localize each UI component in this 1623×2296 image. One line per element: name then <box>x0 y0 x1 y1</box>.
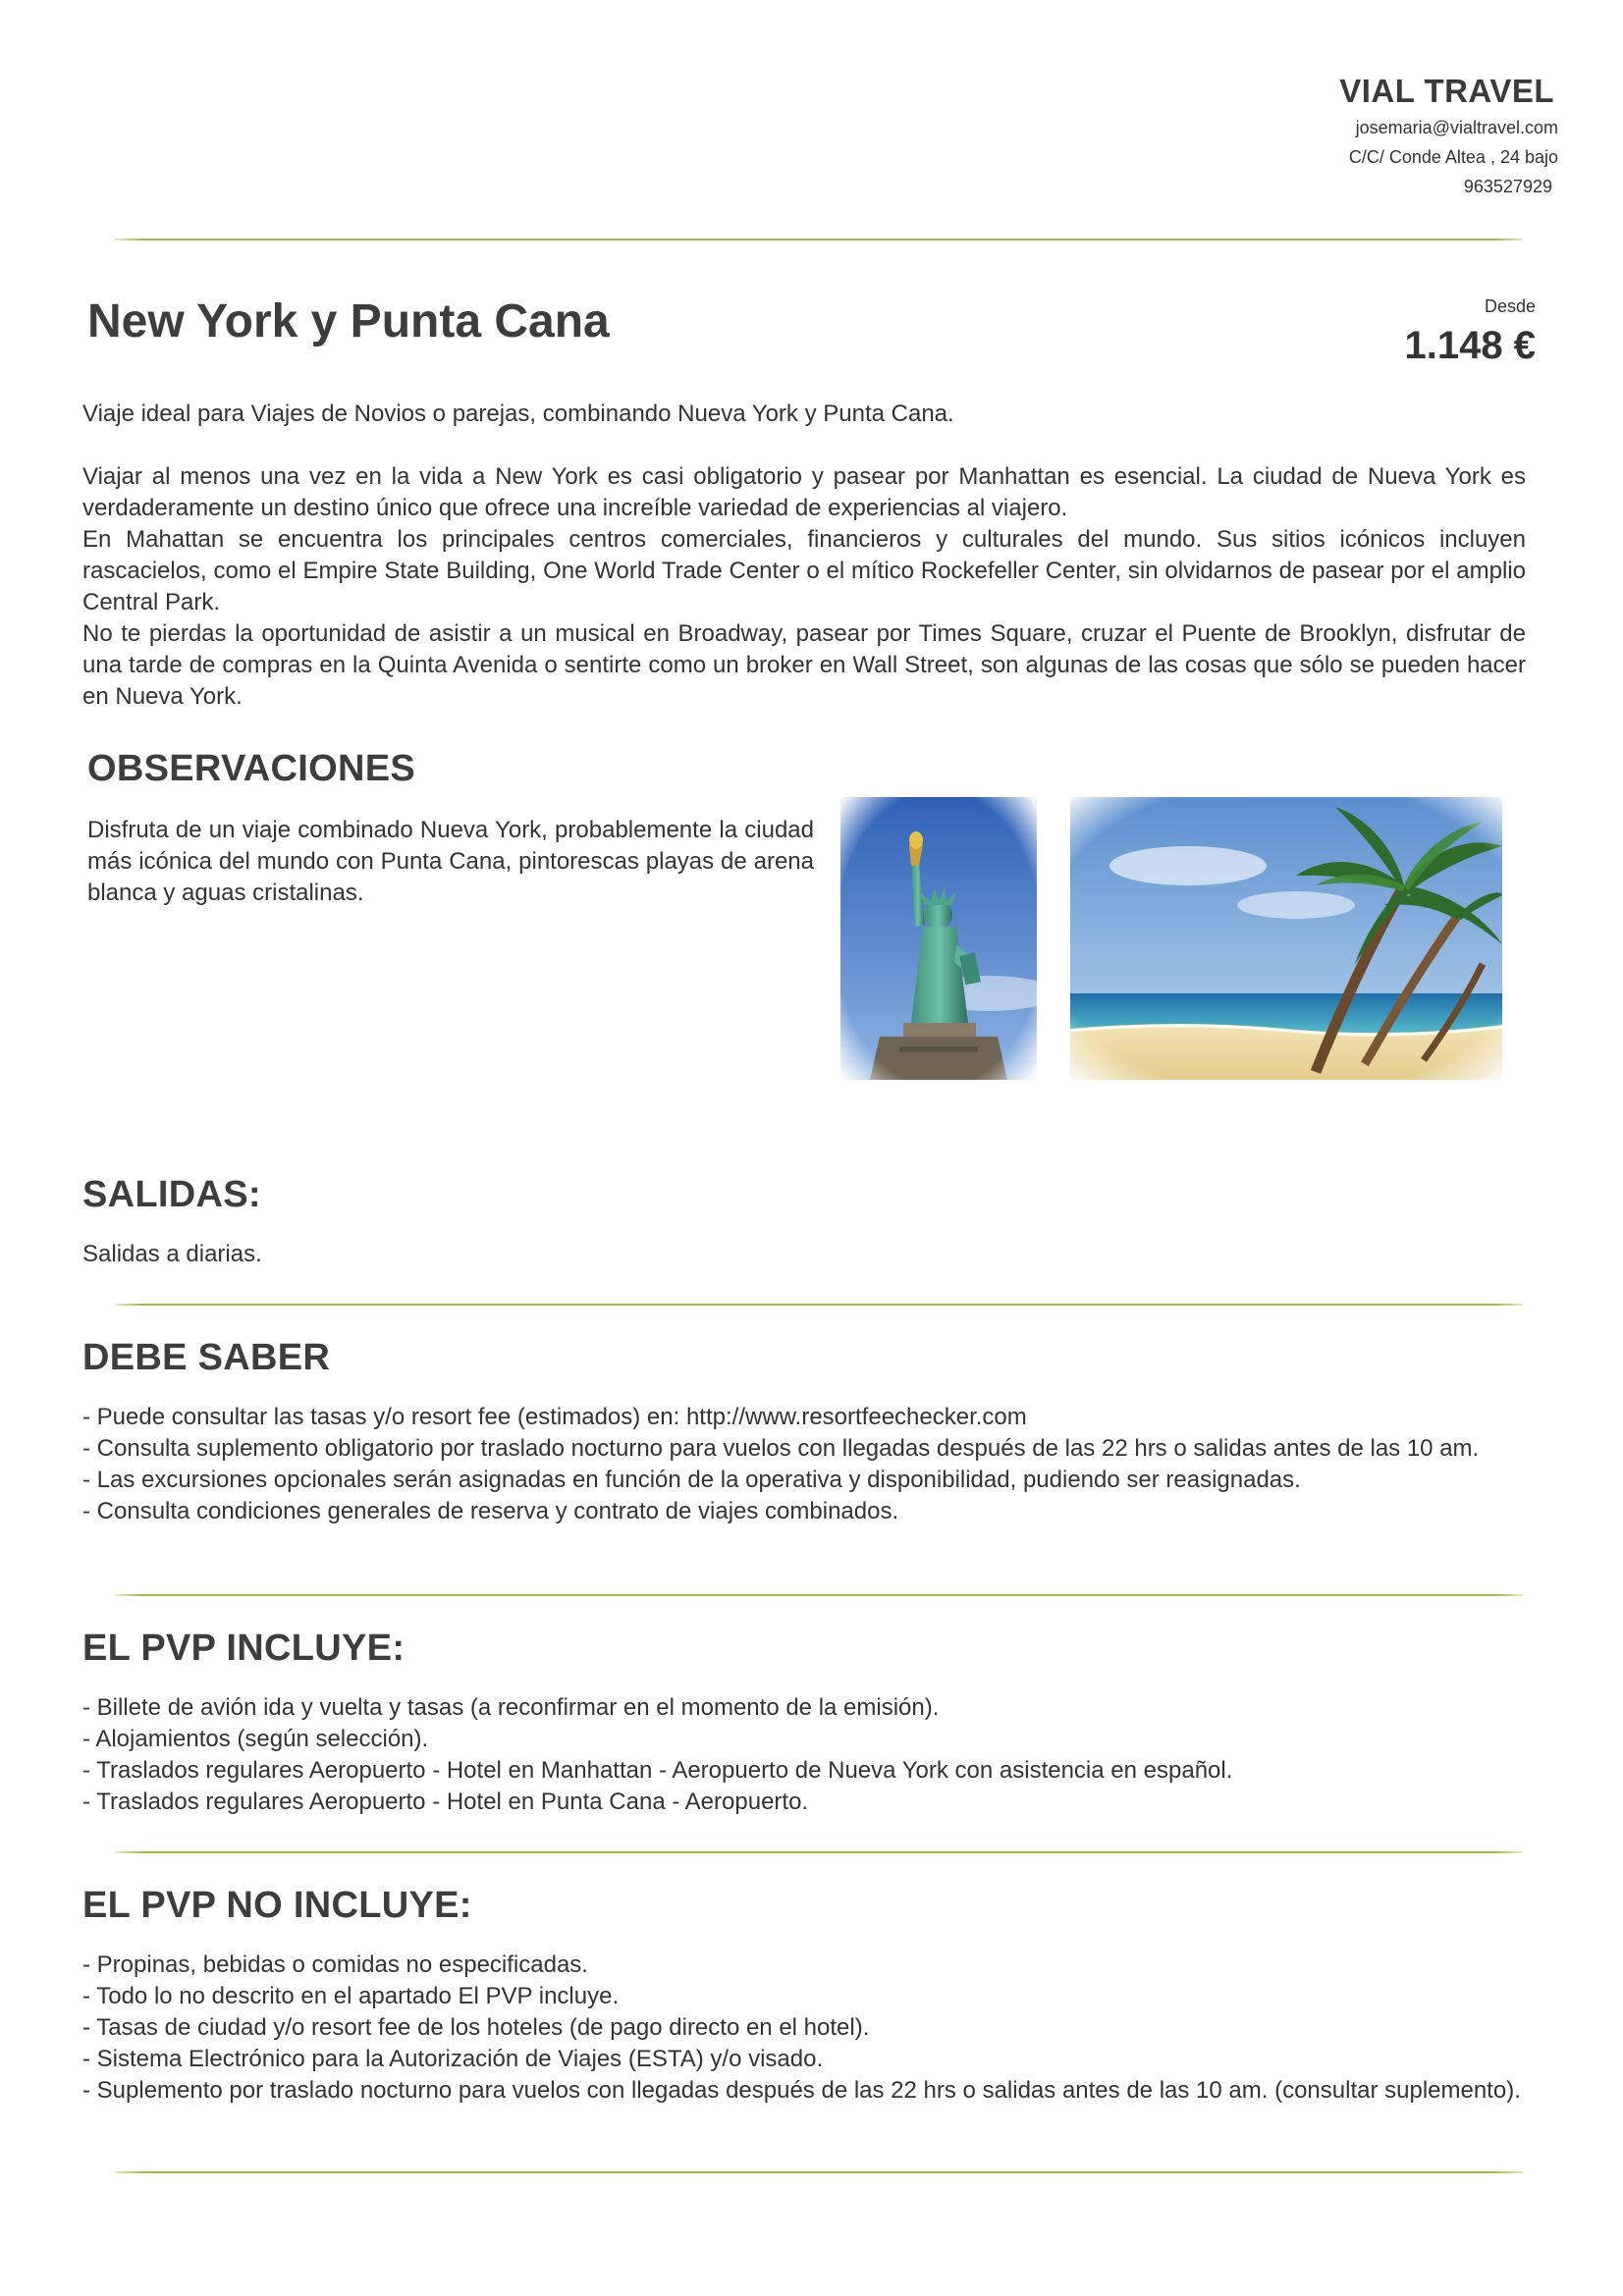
punta-cana-beach-photo <box>1070 797 1502 1080</box>
list-item: - Puede consultar las tasas y/o resort fee (estimados) en: http://www.resortfeechecker.com <box>82 1404 1027 1430</box>
no-incluye-heading: EL PVP NO INCLUYE: <box>82 1885 472 1926</box>
incluye-list <box>82 1692 1526 1818</box>
agency-phone: 963527929 <box>1463 177 1552 196</box>
intro-body <box>82 461 1526 713</box>
trip-title: New York y Punta Cana <box>87 295 610 347</box>
salidas-text: Salidas a diarias. <box>82 1241 262 1267</box>
agency-name: VIAL TRAVEL <box>1339 73 1554 109</box>
statue-of-liberty-photo <box>840 797 1037 1080</box>
list-item: - Tasas de ciudad y/o resort fee de los hoteles (de pago directo en el hotel). <box>82 2014 870 2041</box>
divider-salidas <box>115 1304 1523 1306</box>
debe-saber-list <box>82 1402 1526 1527</box>
divider-debe-saber <box>115 1594 1523 1596</box>
no-incluye-list <box>82 1949 1526 2107</box>
intro-paragraph: Viajar al menos una vez en la vida a New York es casi obligatorio y pasear por Manhattan es esencial. La ciudad de Nueva York es verdaderamente un destino único que ofrece una increíble variedad de experiencias al viajero. <box>82 463 1526 521</box>
agency-address: C/C/ Conde Altea , 24 bajo <box>1348 147 1558 167</box>
list-item: - Propinas, bebidas o comidas no especificadas. <box>82 1951 588 1978</box>
list-item: - Traslados regulares Aeropuerto - Hotel en Manhattan - Aeropuerto de Nueva York con asistencia en español. <box>82 1757 1233 1784</box>
intro-tagline: Viaje ideal para Viajes de Novios o parejas, combinando Nueva York y Punta Cana. <box>82 400 954 427</box>
divider-footer <box>115 2171 1523 2173</box>
observaciones-text: Disfruta de un viaje combinado Nueva York, probablemente la ciudad más icónica del mundo con Punta Cana, pintorescas playas de arena blanca y aguas cristalinas. <box>87 817 814 906</box>
salidas-heading: SALIDAS: <box>82 1174 261 1215</box>
list-item: - Billete de avión ida y vuelta y tasas (a reconfirmar en el momento de la emisión). <box>82 1694 940 1721</box>
divider-header <box>115 239 1523 240</box>
list-item: - Todo lo no descrito en el apartado El PVP incluye. <box>82 1983 620 2009</box>
list-item: - Las excursiones opcionales serán asignadas en función de la operativa y disponibilidad, pudiendo ser reasignadas. <box>82 1467 1301 1493</box>
divider-incluye <box>115 1851 1523 1853</box>
incluye-heading: EL PVP INCLUYE: <box>82 1628 406 1669</box>
price-label: Desde <box>1484 296 1536 316</box>
intro-paragraph: No te pierdas la oportunidad de asistir a un musical en Broadway, pasear por Times Square, cruzar el Puente de Brooklyn, disfrutar de una tarde de compras en la Quinta Avenida o sentirte como un broker en Wall Street, son algunas de las cosas que sólo se pueden hacer en Nueva York. <box>82 620 1526 710</box>
observaciones-heading: OBSERVACIONES <box>87 748 416 789</box>
price-value: 1.148 € <box>1404 324 1536 367</box>
list-item: - Consulta condiciones generales de reserva y contrato de viajes combinados. <box>82 1498 899 1524</box>
list-item: - Alojamientos (según selección). <box>82 1726 429 1752</box>
list-item: - Sistema Electrónico para la Autorización de Viajes (ESTA) y/o visado. <box>82 2046 824 2072</box>
intro-paragraph: En Mahattan se encuentra los principales centros comerciales, financieros y culturales del mundo. Sus sitios icónicos incluyen rascacielos, como el Empire State Building, One World Trade Center o el mítico Rockefeller Center, sin olvidarnos de pasear por el amplio Central Park. <box>82 526 1526 615</box>
agency-email[interactable]: josemaria@vialtravel.com <box>1355 118 1558 137</box>
list-item: - Traslados regulares Aeropuerto - Hotel en Punta Cana - Aeropuerto. <box>82 1789 809 1815</box>
list-item: - Suplemento por traslado nocturno para vuelos con llegadas después de las 22 hrs o salidas antes de las 10 am. (consultar suplemento). <box>82 2077 1521 2104</box>
list-item: - Consulta suplemento obligatorio por traslado nocturno para vuelos con llegadas después de las 22 hrs o salidas antes de las 10 am. <box>82 1435 1480 1462</box>
debe-saber-heading: DEBE SABER <box>82 1337 331 1378</box>
